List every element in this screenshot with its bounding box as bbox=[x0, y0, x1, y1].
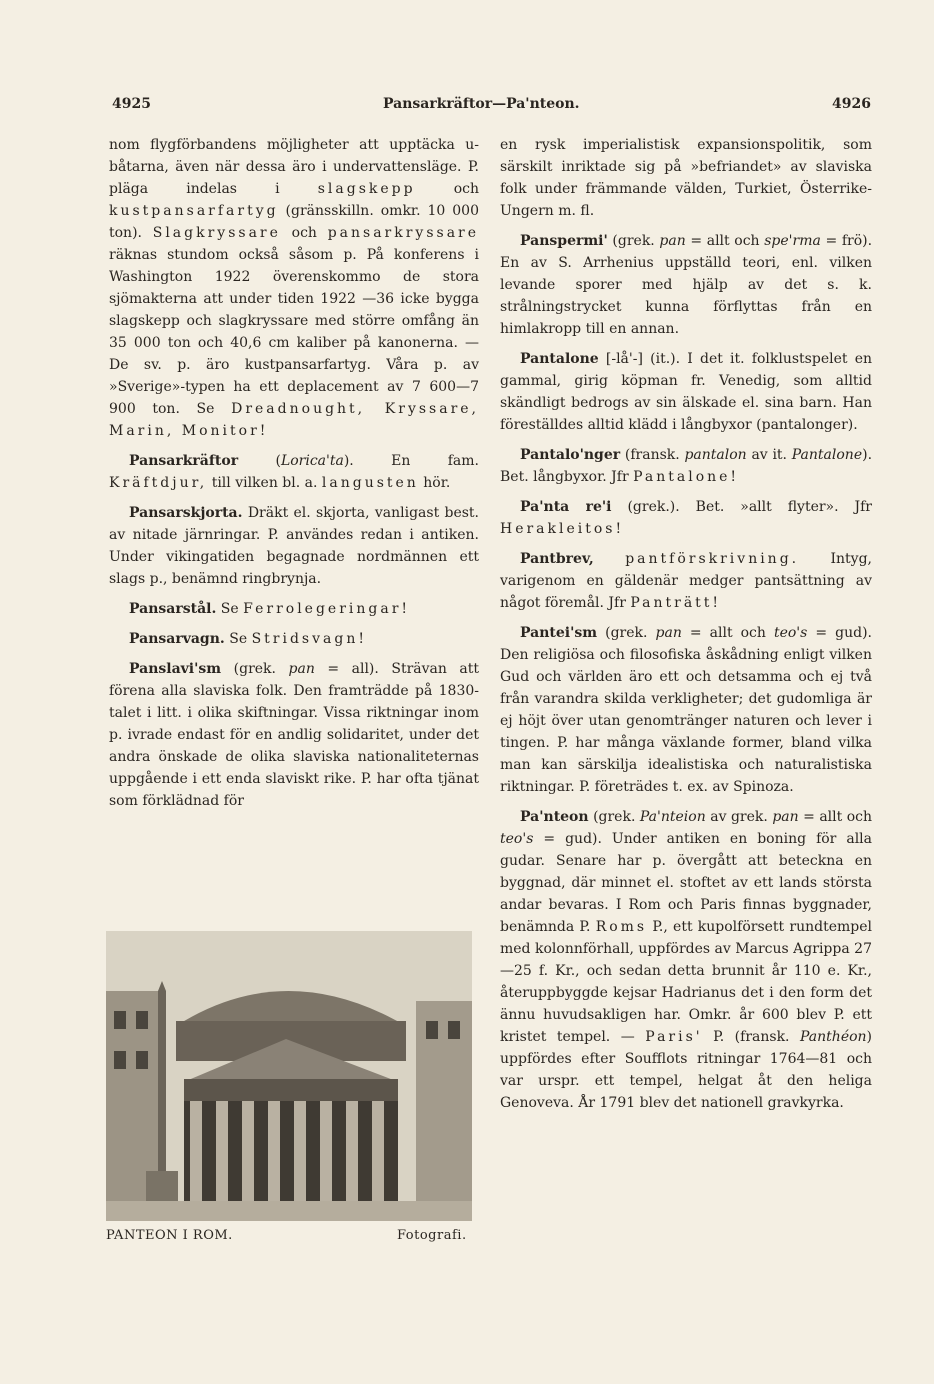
entry-pansarvagn: Pansarvagn. Se Stridsvagn! bbox=[129, 631, 367, 647]
page-number-right: 4926 bbox=[832, 96, 871, 112]
entry-panta-rei: Pa'nta re'i (grek.). Bet. »allt flyter». Jfr Herakleitos! bbox=[500, 499, 872, 537]
running-head: Pansarkräftor—Pa'nteon. bbox=[383, 96, 580, 112]
entry-panslavism-continued: en rysk imperialistisk expansionspolitik, som särskilt inriktade sig på »befriandet» av slaviska folk under främmande välden, Turkiet, Österrike-Ungern m. fl. bbox=[500, 137, 872, 219]
entry-panteism: Pantei'sm (grek. pan = allt och teo's = gud). Den religiösa och filosofiska åskådning enligt vilken Gud och världen äro ett och detsamma och ej två från varandra skilda verkligheter; det gudomliga är ej höjt över utan genomtränger naturen och lever i tingen. P. har många växlande former, bland vilka man kan särskilja idealistiska och naturalistiska riktningar. P. företrädes t. ex. av Spinoza. bbox=[500, 625, 873, 795]
entry-pantalonger: Pantalo'nger (fransk. pantalon av it. Pantalone). Bet. långbyxor. Jfr Pantalone! bbox=[500, 447, 873, 485]
entry-panteon: Pa'nteon (grek. Pa'nteion av grek. pan = allt och teo's = gud). Under antiken en boning för alla gudar. Senare har p. övergått att beteckna en byggnad, där minnet el. stoftet av ett lands största andar bevaras. I Rom och Paris finnas byggnader, benämnda P. Roms P., ett kupolförsett rundtempel med kolonnförhall, uppfördes av Marcus Agrippa 27—25 f. Kr., och sedan detta brunnit år 110 e. Kr., återuppbyggde kejsar Hadrianus det i den form det ännu huvudsakligen har. Omkr. år 600 blev P. ett kristet tempel. — Paris' P. (fransk. Panthéon) uppfördes efter Soufflots ritningar 1764—81 och var urspr. ett tempel, helgat åt den heliga Genoveva. År 1791 blev det nationell gravkyrka. bbox=[500, 809, 873, 1111]
entry-pantbrev: Pantbrev, pantförskrivning. Intyg, varigenom en gäldenär medger pantsättning av något föremål. Jfr Panträtt! bbox=[500, 551, 872, 611]
entry-pansarfartyg-continued: nom flygförbandens möjligheter att upptäcka u-båtarna, även när dessa äro i undervattensläge. P. pläga indelas i slagskepp och kustpansarfartyg (gränsskilln. omkr. 10 000 ton). Slagkryssare och pansarkryssare räknas stundom också såsom p. På konferens i Washington 1922 överenskommo de stora sjömakterna att under tiden 1922 —36 icke bygga slagskepp och slagkryssare med större omfång än 35 000 ton och 40,6 cm kaliber på kanonerna. — De sv. p. äro kustpansarfartyg. Våra p. av »Sverige»-typen ha ett deplacement av 7 600—7 900 ton. Se Dreadnought, Kryssare, Marin, Monitor! bbox=[109, 137, 480, 439]
entry-panslavism: Panslavi'sm (grek. pan = all). Strävan att förena alla slaviska folk. Den framträdde på 1830-talet i litt. i olika skiftningar. Vissa riktningar inom p. ivrade endast för en andlig solidaritet, under det andra önskade de olika slaviska nationaliteternas uppgående i ett enda slaviskt rike. P. har ofta tjänat som förklädnad för bbox=[109, 661, 480, 809]
entry-pansarskjorta: Pansarskjorta. Dräkt el. skjorta, vanligast best. av nitade järnringar. P. användes redan i antiken. Under vikingatiden begagnade nordmännen ett slags p., benämnd ringbrynja. bbox=[109, 505, 480, 587]
entry-pansarstal: Pansarstål. Se Ferrolegeringar! bbox=[129, 601, 411, 617]
left-column bbox=[109, 134, 479, 820]
right-column bbox=[500, 134, 872, 1122]
pantheon-illustration bbox=[106, 931, 472, 1221]
pantheon-photograph bbox=[106, 931, 472, 1221]
entry-panspermi: Panspermi' (grek. pan = allt och spe'rma = frö). En av S. Arrhenius uppställd teori, enl. vilken levande sporer med hjälp av det s. k. strålningstrycket kunna förflyttas från en himlakropp till en annan. bbox=[500, 233, 873, 337]
figure-credit: Fotografi. bbox=[397, 1228, 467, 1243]
figure-caption: PANTEON I ROM. bbox=[106, 1228, 233, 1243]
entry-pansarkraftor: Pansarkräftor (Lorica'ta). En fam. Kräftdjur, till vilken bl. a. langusten hör. bbox=[109, 453, 479, 491]
page-number-left: 4925 bbox=[112, 96, 151, 112]
entry-pantalone: Pantalone [-lå'-] (it.). I det it. folklustspelet en gammal, girig köpman fr. Venedig, som alltid skändligt bedrogs av sin älskade el. sina barn. Han föreställdes alltid klädd i långbyxor (pantalonger). bbox=[500, 351, 872, 433]
